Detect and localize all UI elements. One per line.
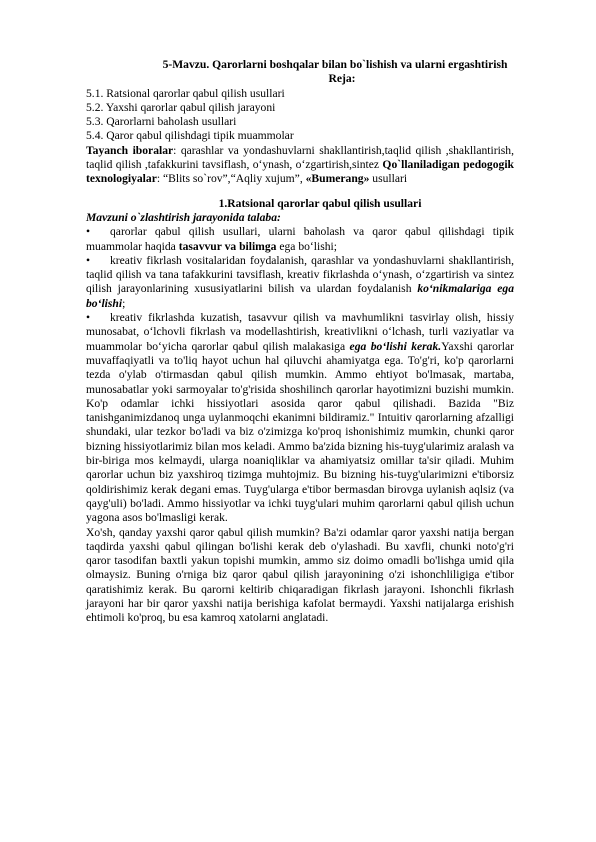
key-terms-label: Tayanch iboralar: [86, 143, 174, 157]
plan-item: 5.1. Ratsional qarorlar qabul qilish usullari: [86, 86, 285, 100]
section-subheading: Mavzuni o`zlashtirish jarayonida talaba:: [86, 210, 281, 224]
body-paragraph: Xo'sh, qanday yaxshi qaror qabul qilish mumkin? Ba'zi odamlar qaror yaxshi natija bergan taqdirda yaxshi qabul qilingan bo'lishi kerak deb o'ylashadi. Bu xavfli, chunki noto'g'ri qaror tasodifan baxtli yakun topishi mumkin, ammo siz doimo omadli bo'lishga umid qila olmaysiz. Buning o'rniga biz qaror qabul qilish jarayonining o'zi ishonchliligiga e'tibor qaratishimiz kerak. Bu qarorni keltirib chiqaradigan fikrlash jarayoni. Ishonchli fikrlash jarayoni har bir qaror yaxshi natija berishiga kafolat bermaydi. Yaxshi natijalarga erishish ehtimoli ko'proq, bu esa kamroq xatolarni anglatadi.: [86, 525, 514, 625]
page-title: 5-Mavzu. Qarorlarni boshqalar bilan bo`lishish va ularni ergashtirish: [162, 58, 508, 71]
bullet-icon: •: [86, 311, 91, 325]
section-heading: 1.Ratsional qarorlar qabul qilish usullari: [218, 196, 422, 210]
plan-item: 5.4. Qaror qabul qilishdagi tipik muammolar: [86, 129, 294, 143]
tech-label: Qo`llaniladigan pedogogik texnologiyalar: [86, 158, 514, 186]
plan-label: Reja:: [328, 72, 356, 86]
tech-bold: «Bumerang»: [305, 172, 370, 186]
key-terms-text: : qarashlar va yondashuvlarni shakllantirish,taqlid qilish ,shakllantirish, taqlid qilish ,tafakkurini tavsiflash, o‘ynash, o‘zgartirish,sintez: [86, 143, 514, 172]
bullet-item: • kreativ fikrlash vositalaridan foydalanish, qarashlar va yondashuvlarni shakllantirish, taqlid qilish va tana tafakkurini tavsiflash, kreativ fikrlashda o‘ynash, o‘zgartirish va sintez qilish jarayonlarining xususiyatlarini bilish va ulardan foydalanish ko‘nikmalariga ega bo‘lishi;: [86, 253, 515, 310]
key-terms: [86, 144, 514, 187]
bullet-icon: •: [86, 225, 91, 239]
bullet-item: • kreativ fikrlashda kuzatish, tasavvur qilish va mavhumlikni tasvirlay olish, hissiy munosabat, o‘lchovli fikrlash va modellashtirish, kreativlikni o‘lchash, turli vaziyatlar va muammolar bo‘yicha qarorlar qabul qilish malakasiga ega bo‘lishi kerak.Yaxshi qarorlar muvaffaqiyatli va to'liq hayot uchun hal qiluvchi ahamiyatga ega. To'g'ri, ko'p qarorlarni tezda o'ylab o'tirmasdan qabul qilish mumkin. Ammo ehtiyot bo'lmasak, martaba, munosabatlar yoki sarmoyalar to'g'risida shoshilinch qarorlar hayotimizni buzishi mumkin. Ko'p odamlar ichki hissiyotlari asosida qaror qabul qilishadi. Bazida "Biz tanishganimizdanoq unga uylanmoqchi ekanimni bildiramiz." Intuitiv qarorlarning afzalligi shundaki, ular tezkor bo'ladi va biz o'zimizga ko'proq ishonishimiz mumkin, chunki qaror bizning hissiyotlarimiz bilan mos keladi. Ammo ba'zida bizning his-tuyg'ularimiz aralash va bir-biriga mos kelmaydi, ularga noaniqliklar va ahamiyatsiz omillar ta'sir qiladi. Muhim qarorlar uchun biz yaxshiroq tizimga muhtojmiz. Bu bizning his-tuyg'ularimizni e'tiborsiz qoldirishimiz kerak degani emas. Tuyg'ularga e'tibor bermasdan birovga uylanish aqlsiz (va qayg'uli) bo'ladi. Ammo hissiyotlar va ichki tuyg'ulari muhim qarorlarni qabul qilish uchun yagona asos bo'lmasligi kerak.: [86, 311, 514, 525]
tech-end: usullari: [369, 172, 408, 186]
tech-text: : “Blits so`rov”,“Aqliy xujum”,: [156, 172, 306, 186]
plan-item: 5.2. Yaxshi qarorlar qabul qilish jarayoni: [86, 100, 276, 114]
plan-item: 5.3. Qarorlarni baholash usullari: [86, 115, 237, 129]
bullet-item: • qarorlar qabul qilish usullari, ularni baholash va qaror qabul qilishdagi tipik muammolar haqida tasavvur va bilimga ega bo‘lishi;: [86, 225, 514, 253]
document-page: [86, 58, 514, 626]
bullet-icon: •: [86, 253, 91, 267]
